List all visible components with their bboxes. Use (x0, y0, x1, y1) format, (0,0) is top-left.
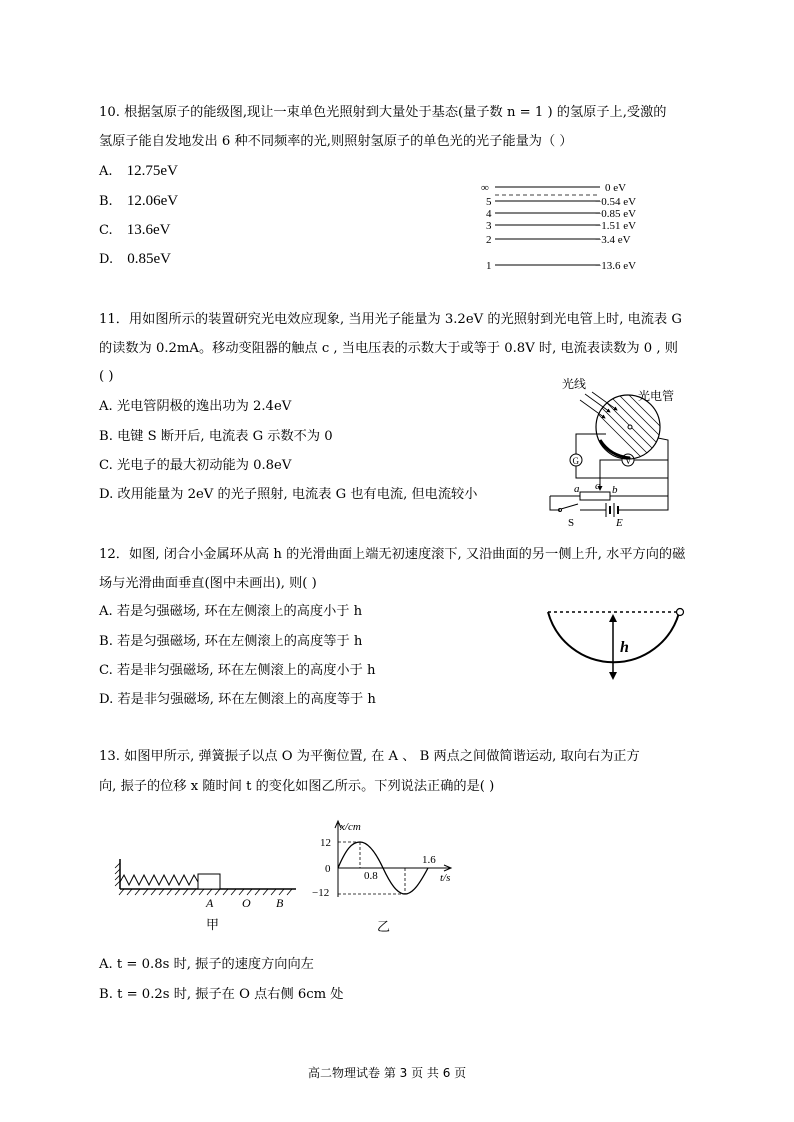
ammeter-label: G (572, 456, 579, 466)
photoelectric-circuit-diagram (540, 372, 685, 532)
q10-option-d (99, 251, 171, 268)
option-letter: D. (99, 252, 114, 267)
page-footer: 高二物理试卷 第 3 页 共 6 页 (308, 1066, 467, 1080)
option-value: 0.85eV (127, 251, 171, 267)
metal-ring (677, 609, 684, 616)
y-axis-label: x/cm (340, 821, 361, 833)
rheostat (580, 492, 610, 500)
q10-option-b (99, 193, 178, 210)
q11-line3: ( ) (99, 369, 114, 384)
y-tick-12: 12 (320, 837, 331, 849)
level-e-inf: 0 eV (605, 182, 627, 194)
level-n-4: 4 (486, 208, 492, 220)
q10-option-c (99, 222, 171, 239)
q10-option-a (99, 163, 178, 180)
point-a: a (574, 483, 580, 495)
q12-option-c: C. 若是非匀强磁场, 环在左侧滚上的高度小于 h (99, 663, 376, 678)
y-tick-0: 0 (325, 863, 331, 875)
level-e-3: −1.51 eV (595, 220, 637, 232)
level-n-1: 1 (486, 260, 492, 272)
y-tick-neg12: −12 (312, 887, 330, 899)
q11-option-a: A. 光电管阴极的逸出功为 2.4eV (99, 399, 292, 414)
q13-option-a: A. t = 0.8s 时, 振子的速度方向向左 (99, 957, 314, 972)
point-b-label: B (276, 896, 284, 910)
point-b: b (612, 484, 618, 496)
q12-option-d: D. 若是非匀强磁场, 环在左侧滚上的高度等于 h (99, 692, 376, 707)
q13-option-b: B. t = 0.2s 时, 振子在 O 点右侧 6cm 处 (99, 987, 344, 1002)
level-n-5: 5 (486, 196, 492, 208)
point-o-label: O (242, 896, 251, 910)
q10-line2: 氢原子能自发地发出 6 种不同频率的光,则照射氢原子的单色光的光子能量为（ ） (99, 134, 573, 149)
q11-option-c: C. 光电子的最大初动能为 0.8eV (99, 458, 292, 473)
level-e-2: −3.4 eV (595, 234, 631, 246)
energy-level-diagram (475, 178, 655, 278)
level-n-3: 3 (486, 220, 492, 232)
switch-s (561, 504, 578, 509)
displacement-time-graph (300, 815, 470, 935)
q10-line1: 10. 根据氢原子的能级图,现让一束单色光照射到大量处于基态(量子数 n = 1 ) 的氢原子上,受激的 (99, 105, 667, 120)
q13-line1: 13. 如图甲所示, 弹簧振子以点 O 为平衡位置, 在 A 、 B 两点之间做简谐运动, 取向右为正方 (99, 749, 640, 764)
level-n-2: 2 (486, 234, 492, 246)
level-e-5: −0.54 eV (595, 196, 637, 208)
q12-line1: 12．如图, 闭合小金属环从高 h 的光滑曲面上端无初速度滚下, 又沿曲面的另一侧上升, 水平方向的磁 (99, 547, 686, 562)
level-e-1: −13.6 eV (595, 260, 637, 272)
spring (120, 875, 198, 885)
option-value: 13.6eV (126, 222, 171, 238)
battery-label: E (616, 517, 623, 529)
voltmeter-label: V (625, 456, 632, 466)
figure-jia-caption: 甲 (206, 917, 220, 932)
anode (628, 425, 632, 429)
oscillator-block (198, 874, 220, 889)
figure-yi-caption: 乙 (377, 919, 391, 934)
x-tick-1.6: 1.6 (422, 854, 436, 866)
switch-label: S (568, 517, 575, 529)
q12-option-a: A. 若是匀强磁场, 环在左侧滚上的高度小于 h (99, 604, 363, 619)
option-letter: B. (99, 194, 113, 209)
semicircle-track-diagram (540, 604, 690, 684)
q11-line1: 11．用如图所示的装置研究光电效应现象, 当用光子能量为 3.2eV 的光照射到光电管上时, 电流表 G (99, 312, 682, 327)
option-value: 12.06eV (126, 193, 179, 209)
q12-option-b: B. 若是匀强磁场, 环在左侧滚上的高度等于 h (99, 634, 363, 649)
q11-line2: 的读数为 0.2mA。移动变阻器的触点 c , 当电压表的示数大于或等于 0.8V 时, 电流表读数为 0 , 则 (99, 341, 678, 356)
q12-line2: 场与光滑曲面垂直(图中未画出), 则( ) (99, 576, 317, 591)
x-tick-0.8: 0.8 (364, 870, 378, 882)
x-axis-label: t/s (440, 872, 451, 884)
level-e-4: −0.85 eV (595, 208, 637, 220)
option-letter: C. (99, 223, 113, 238)
q11-option-b: B. 电键 S 断开后, 电流表 G 示数不为 0 (99, 429, 333, 444)
spring-oscillator-figure (114, 855, 304, 935)
option-letter: A. (99, 164, 113, 179)
q13-line2: 向, 振子的位移 x 随时间 t 的变化如图乙所示。下列说法正确的是( ) (99, 779, 495, 794)
level-n-inf: ∞ (481, 182, 489, 194)
light-ray (592, 392, 617, 410)
option-value: 12.75eV (126, 163, 178, 179)
q11-option-d: D. 改用能量为 2eV 的光子照射, 电流表 G 也有电流, 但电流较小 (99, 487, 478, 502)
tube-label: 光电管 (638, 389, 675, 403)
point-c: c (595, 480, 600, 492)
point-a-label: A (206, 896, 214, 910)
height-label: h (620, 639, 629, 656)
light-label: 光线 (562, 377, 587, 391)
